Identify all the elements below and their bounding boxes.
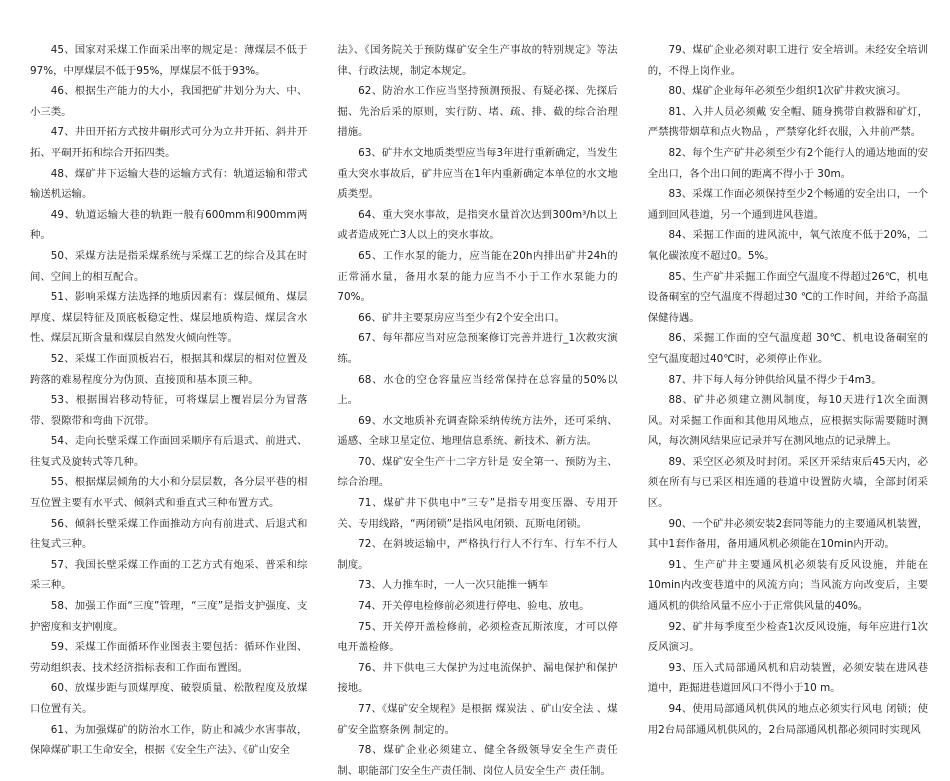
paragraph: 70、煤矿安全生产十二字方针是 安全第一、预防为主、综合治理。 — [337, 455, 618, 489]
text-column-right — [647, 40, 929, 736]
text-column-left — [30, 40, 308, 757]
paragraph: 50、采煤方法是指采煤系统与采煤工艺的综合及其在时间、空间上的相互配合。 — [30, 249, 308, 283]
paragraph: 59、采煤工作面循环作业图表主要包括：循环作业图、劳动组织表、技术经济指标表和工作面布置图。 — [30, 641, 308, 674]
paragraph: 92、矿井每季度至少检查1次反风设施，每年应进行1次反风演习。 — [647, 620, 929, 654]
paragraph: 66、矿井主要泵房应当至少有2个安全出口。 — [358, 311, 566, 324]
paragraph: 90、一个矿井必须安装2套同等能力的主要通风机装置，其中1套作备用，备用通风机必须能在10min内开动。 — [647, 517, 929, 551]
paragraph: 82、每个生产矿井必须至少有2个能行人的通达地面的安全出口，各个出口间的距离不得小于 30m。 — [647, 146, 929, 180]
paragraph: 80、煤矿企业每年必须至少组织1次矿井救灾演习。 — [668, 85, 907, 98]
paragraph: 60、放煤步距与顶煤厚度、破裂质量、松散程度及放煤口位置有关。 — [30, 682, 308, 715]
paragraph: 56、倾斜长壁采煤工作面推动方向有前进式、后退式和往复式三种。 — [30, 517, 308, 551]
paragraph: 76、井下供电三大保护为过电流保护、漏电保护和保护接地。 — [337, 661, 618, 695]
paragraph: 64、重大突水事故，是指突水量首次达到300m³/h以上或者造成死亡3人以上的突水事故。 — [337, 208, 618, 242]
paragraph: 81、入井人员必须戴 安全帽、随身携带自救器和矿灯，严禁携带烟草和点火物品 ，严禁穿化纤衣服，入井前严禁。 — [647, 105, 929, 139]
paragraph: 57、我国长壁采煤工作面的工艺方式有炮采、普采和综采三种。 — [30, 558, 308, 592]
paragraph: 54、走向长壁采煤工作面回采顺序有后退式、前进式、往复式及旋转式等几种。 — [30, 435, 308, 468]
paragraph-continued: 法》、《国务院关于预防煤矿安全生产事故的特别规定》等法律、行政法规，制定本规定。 — [337, 44, 618, 77]
paragraph: 91、生产矿井主要通风机必须装有反风设施，并能在10min内改变巷道中的风流方向；当风流方向改变后，主要通风机的供给风量不应小于正常供风量的40%。 — [647, 558, 929, 613]
paragraph: 49、轨道运输大巷的轨距一般有600mm和900mm两种。 — [30, 208, 308, 242]
paragraph: 79、煤矿企业必须对职工进行 安全培训。未经安全培训的，不得上岗作业。 — [647, 44, 929, 77]
paragraph: 67、每年都应当对应急预案修订完善并进行_1次救灾演练。 — [337, 332, 618, 365]
paragraph: 74、开关停电检修前必须进行停电、验电、放电。 — [358, 600, 590, 613]
paragraph: 75、开关停开盖检修前，必须检查瓦斯浓度，才可以停电开盖检修。 — [337, 620, 618, 654]
paragraph: 65、工作水泵的能力，应当能在20h内排出矿井24h的正常涌水量，备用水泵的能力应当不小于工作水泵能力的70%。 — [337, 249, 618, 304]
paragraph: 69、水文地质补充调查除采纳传统方法外，还可采纳、遥感、全球卫星定位、地理信息系统、新技术、新方法。 — [337, 414, 618, 448]
paragraph: 78、煤矿企业必须建立、健全各级领导安全生产责任制、职能部门安全生产责任制、岗位人员安全生产 责任制。 — [337, 744, 618, 777]
paragraph: 89、采空区必须及时封闭。采区开采结束后45天内，必须在所有与已采区相连通的巷道中设置防火墙，全部封闭采区。 — [647, 455, 929, 510]
paragraph: 51、影响采煤方法选择的地质因素有：煤层倾角、煤层厚度、煤层特征及顶底板稳定性、煤层地质构造、煤层含水性、煤层瓦斯含量和煤层自然发火倾向性等。 — [30, 291, 308, 345]
paragraph: 61、为加强煤矿的防治水工作，防止和减少水害事故，保障煤矿职工生命安全，根据《安全生产法》、《矿山安全 — [30, 723, 308, 757]
paragraph: 63、矿井水文地质类型应当每3年进行重新确定，当发生重大突水事故后，矿井应当在1年内重新确定本单位的水文地质类型。 — [337, 146, 618, 201]
paragraph: 71、煤矿井下供电中“三专”是指专用变压器、专用开关、专用线路，“两闭锁”是指风电闭锁、瓦斯电闭锁。 — [337, 497, 618, 530]
paragraph: 93、压入式局部通风机和启动装置，必须安装在进风巷道中，距掘进巷道回风口不得小于10 m。 — [647, 661, 929, 695]
paragraph: 62、防治水工作应当坚持预测预报、有疑必探、先探后掘、先治后采的原则，实行防、堵、疏、排、截的综合治理措施。 — [337, 85, 618, 139]
paragraph: 86、采掘工作面的空气温度超 30℃、机电设备硐室的空气温度超过40℃时，必须停止作业。 — [647, 332, 929, 365]
paragraph: 55、根据煤层倾角的大小和分层层数，各分层平巷的相互位置主要有水平式、倾斜式和垂直式三种布置方式。 — [30, 476, 308, 510]
paragraph: 84、采掘工作面的进风流中，氧气浓度不低于20%，二氧化碳浓度不超过0。5%。 — [647, 229, 929, 262]
paragraph: 83、采煤工作面必须保持至少2个畅通的安全出口，一个通到回风巷道，另一个通到进风巷道。 — [647, 188, 929, 221]
paragraph: 94、使用局部通风机供风的地点必须实行风电 闭锁；使用2台局部通风机供风的，2台局部通风机都必须同时实现风 — [647, 703, 929, 736]
paragraph: 73、人力推车时，一人一次只能推一辆车 — [358, 579, 549, 592]
paragraph: 45、国家对采煤工作面采出率的规定是：薄煤层不低于97%，中厚煤层不低于95%，厚煤层不低于93%。 — [30, 44, 308, 77]
paragraph: 52、采煤工作面顶板岩石，根据其和煤层的相对位置及跨落的难易程度分为伪顶、直接顶和基本顶三种。 — [30, 352, 308, 386]
paragraph: 88、矿井必须建立测风制度，每10天进行1次全面测风。对采掘工作面和其他用风地点，应根据实际需要随时测风，每次测风结果应记录并写在测风地点的记录牌上。 — [647, 394, 929, 448]
paragraph: 87、井下每人每分钟供给风量不得少于4m3。 — [668, 373, 882, 386]
paragraph: 48、煤矿井下运输大巷的运输方式有：轨道运输和带式输送机运输。 — [30, 167, 308, 201]
paragraph: 47、井田开拓方式按井硐形式可分为立井开拓、斜井开拓、平硐开拓和综合开拓四类。 — [30, 126, 308, 159]
paragraph: 46、根据生产能力的大小，我国把矿井划分为大、中、小三类。 — [30, 85, 308, 118]
paragraph: 68、水仓的空仓容量应当经常保持在总容量的50%以上。 — [337, 373, 618, 407]
paragraph: 77、《煤矿安全规程》是根据 煤炭法 、矿山安全法 、煤矿安全监察条例 制定的。 — [337, 703, 618, 736]
text-column-middle — [337, 40, 618, 777]
paragraph: 58、加强工作面“三度”管理，“三度”是指支护强度、支护密度和支护刚度。 — [30, 600, 308, 633]
paragraph: 72、在斜坡运输中，严格执行行人不行车、行车不行人制度。 — [337, 538, 618, 571]
paragraph: 85、生产矿井采掘工作面空气温度不得超过26℃，机电设备硐室的空气温度不得超过30 ℃的工作时间，并给予高温保健待遇。 — [647, 270, 929, 324]
paragraph: 53、根据围岩移动特征，可将煤层上覆岩层分为冒落带、裂隙带和弯曲下沉带。 — [30, 394, 308, 427]
